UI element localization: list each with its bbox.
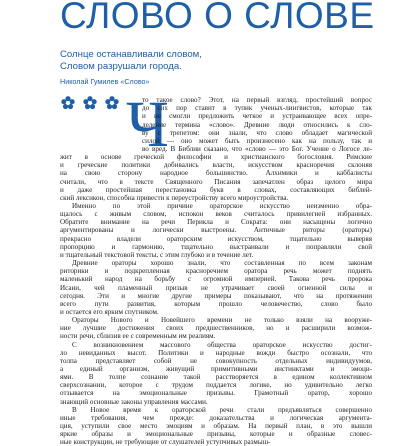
text-line: риторики и подкрепленная красноречием оратора речь может поднять [60,267,372,276]
text-line: яркие образы и эмоциональные призывы, которые и образные словес- [60,430,372,439]
text-line: маленький народ на борьбу с огромной империей. Такова речь пророка [60,275,372,284]
text-line: ву с трепетом: они знали, что слово обладает магической [142,128,372,137]
text-line: Ораторы Нового и Новейшего времени не только взяли на вооруже- [72,316,372,325]
text-line: жит в основе греческой философии и христианского богословия. Римские [60,153,372,161]
text-line: и не смогли предложить четкое и устраивающее всех опре- [142,112,372,121]
drop-cap: Ч [126,88,169,161]
text-line: Обратите внимание на речи Перикла и Сократа: они насыщены логично [60,218,372,227]
text-line: толпа представляет собой не совокупность отдельных индивидуумов, [60,356,372,365]
text-line: щалось с живым словом, испокон веков считалось привилегией избранных. [60,210,372,219]
text-line: то такое слово? Этот, на первый взгляд, простейший вопрос [142,96,372,104]
text-line: Исаии, чей пламенный призыв не утрачивает своей огненной силы и [60,283,372,292]
text-line: Древние ораторы хорошо знали, что составленная по всем законам [72,259,372,267]
text-line: и даже простейшая перестановка букв в словах, составляющих библей- [60,185,372,194]
epigraph-source: Николай Гумилев «Слово» [60,77,150,86]
text-line: знающий основные законы управления массами. [60,397,208,406]
text-line: и греческие политики добивались власти, искусством красноречия склоняя [60,161,372,170]
text-line: Именно по этой причине ораторское искусство неизменно обра- [72,202,372,210]
epigraph-line: Солнце останавливали словом, [60,49,202,60]
text-line: В Новое время к ораторской речи стали предъявляться совершенно [72,405,372,414]
triple-flower-ornament-icon [60,95,120,111]
text-line: прекрасно владели ораторским искусством, тщательно выверяя [60,234,372,243]
text-line: иные требования, чем прежде: доказательства и логическая аргумента- [60,413,372,422]
text-line: отзывается на эмоциональные призывы. Грамотный оратор, хорошо [60,389,372,398]
text-line: ция, уступили свое место эмоциям и образам. На первый план, в это вышли [60,422,372,430]
text-line: до сих пор ставит в тупик ученых-лингвистов, которые так [142,104,372,113]
text-line: сегодня. Эти и многие другие примеры показывают, что на протяжении [60,291,372,300]
text-line: ные конструкции, не требующие от слушателей уступчивых размыш- [60,438,271,446]
text-line: пропорцию и гармонию, тщательно выстраивали и поправляли свой [60,242,372,251]
epigraph [60,49,360,86]
text-line: а единый организм, живущий примитивными инстинктами и эмоци- [60,365,372,373]
text-line: С возникновением массового общества ораторское искусство достиг- [72,340,372,349]
epigraph-line: Словом разрушали города. [60,61,182,72]
text-line: ский лексикон, способна привести к переустройству всего мироустройства. [60,193,289,202]
text-line: всего пути развития, которым прошло человечество, слово было [60,299,372,308]
text-line: сверхсознании, которое с трудом поддается логике, но удивительно легко [60,381,372,390]
text-line: ло невиданных высот. Политики и народные вожди быстро осознали, что [60,348,372,357]
text-line: и остается его ярким спутником. [60,307,159,316]
text-line: силой — оно может быть произнесено как на пользу, так и [142,136,372,145]
page-title: СЛОВО О СЛОВЕ [60,0,375,36]
text-line: ности речи, сблизив ее с современным им реалиям. [60,332,216,341]
text-line: ние лучшие достижения своих предшественников, но и расширили возмож- [60,324,372,333]
text-line: деление термина «слово». Древние люди относились к сло- [142,120,372,129]
text-line: считали, что в тексте Священного Писания запечатлен образ целого мира [60,177,372,186]
text-line: и тщательный текстовой тексты, с этим глубоко и в течение лет. [60,250,254,259]
text-line: во вред. В Библии сказано, что «слово — это Бог. Учение о Логосе ле- [142,144,372,153]
text-line: ями. В толпе сознание такой расстворяется в едином коллективном [60,373,372,382]
text-line: на свою сторону народное большинство. Алхимики и каббалисты [60,169,372,178]
text-line: аргументированы и логически выстроены. Античные риторы (ораторы) [60,226,372,235]
